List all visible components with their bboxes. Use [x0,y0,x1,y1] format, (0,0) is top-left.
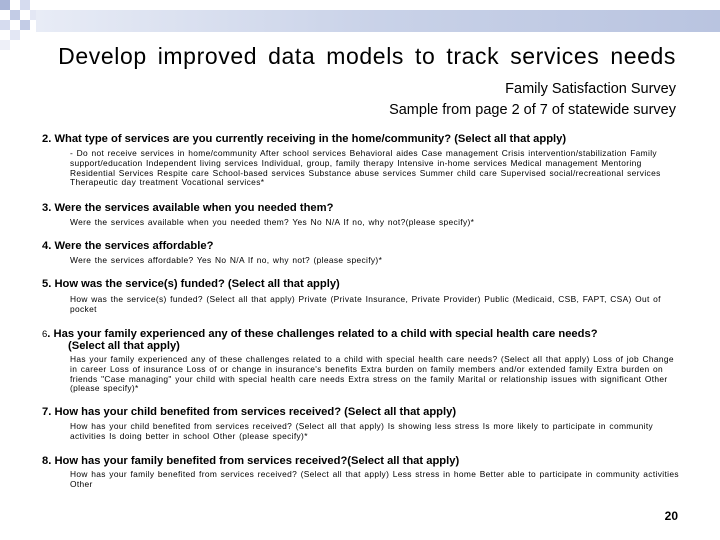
answer-5: How was the service(s) funded? (Select all that apply) Private (Private Insurance, Private Provider) Public (Medicaid, CSB, FAPT, CSA) Out of pocket [70,294,661,314]
answer-7: How has your child benefited from services received? (Select all that apply) Is showing less stress Is more likely to participate in community activities Is doing better in school Other (please specify)* [70,421,654,441]
question-8: 8. How has your family benefited from services received?(Select all that apply) [42,455,460,467]
header-band [36,10,720,32]
question-6-number: 6 [42,329,48,340]
answer-8: How has your family benefited from services received? (Select all that apply) Less stress in home Better able to participate in community activities Other [70,469,679,489]
answer-2: - Do not receive services in home/community After school services Behavioral aides Case management Crisis intervention/stabilization Family support/education Independent living services Individual, group, family therapy Intensive in-home services Medical management Mentoring Residential Services Respite care School-based services Substance abuse services Summer child care Supervised social/recreational services Therapeutic day treatment Vocational services* [70,148,661,188]
question-6-continuation: (Select all that apply) [68,340,180,352]
survey-name: Family Satisfaction Survey [505,81,676,97]
page-number: 20 [664,509,678,523]
question-4: 4. Were the services affordable? [42,240,214,252]
question-7: 7. How has your child benefited from services received? (Select all that apply) [42,406,457,418]
question-5: 5. How was the service(s) funded? (Select all that apply) [42,278,340,290]
survey-source: Sample from page 2 of 7 of statewide survey [389,102,676,118]
question-2: 2. What type of services are you currently receiving in the home/community? (Select all that apply) [42,133,567,145]
question-3: 3. Were the services available when you needed them? [42,202,334,214]
question-6-text: . Has your family experienced any of these challenges related to a child with special health care needs? [47,328,598,340]
question-6 [42,328,598,352]
answer-4: Were the services affordable? Yes No N/A If no, why not? (please specify)* [70,255,383,265]
slide-title: Develop improved data models to track services needs [58,43,676,69]
answer-6: Has your family experienced any of these challenges related to a child with special health care needs? (Select all that apply) Loss of job Change in career Loss of insurance Loss of or change in insurance's benefits Extra burden on family members and/or extended family Extra burden on friends "Case managing" your child with special health care needs Extra stress on the family Marital or relationship issues with significant Other (please specify)* [70,354,674,394]
answer-3: Were the services available when you needed them? Yes No N/A If no, why not?(please specify)* [70,217,475,227]
